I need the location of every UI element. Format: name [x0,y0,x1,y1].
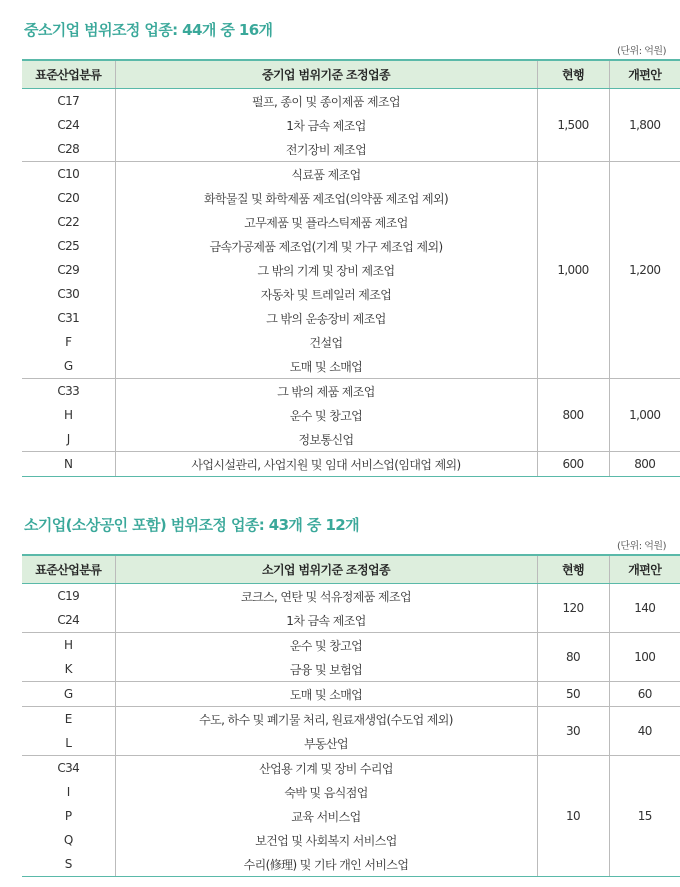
current-threshold: 50 [537,682,609,707]
industry-name: 정보통신업 [115,427,537,452]
table-row [22,682,680,707]
header-industry-code: 표준산업분류 [22,555,115,584]
industry-code: C28 [22,137,115,162]
industry-name: 펄프, 종이 및 종이제품 제조업 [115,89,537,114]
industry-name: 자동차 및 트레일러 제조업 [115,282,537,306]
header-industry-name: 소기업 범위기준 조정업종 [115,555,537,584]
table-row [22,707,680,732]
industry-code: S [22,852,115,877]
industry-code: G [22,354,115,379]
industry-name: 운수 및 창고업 [115,633,537,658]
header-current: 현행 [537,60,609,89]
table-row [22,89,680,114]
industry-name: 그 밖의 운송장비 제조업 [115,306,537,330]
industry-code: C24 [22,608,115,633]
industry-code: C33 [22,379,115,404]
current-threshold: 800 [537,379,609,452]
current-threshold: 1,000 [537,162,609,379]
table-row [22,633,680,658]
industry-code: C22 [22,210,115,234]
industry-code: C17 [22,89,115,114]
industry-name: 교육 서비스업 [115,804,537,828]
industry-name: 도매 및 소매업 [115,354,537,379]
proposed-threshold: 1,800 [609,89,680,162]
table-row [22,379,680,404]
proposed-threshold: 800 [609,452,680,477]
industry-name: 도매 및 소매업 [115,682,537,707]
header-industry-name: 중기업 범위기준 조정업종 [115,60,537,89]
industry-code: G [22,682,115,707]
header-proposed: 개편안 [609,60,680,89]
section1-unit-label: (단위: 억원) [617,46,666,57]
industry-name: 운수 및 창고업 [115,403,537,427]
proposed-threshold: 100 [609,633,680,682]
current-threshold: 30 [537,707,609,756]
table-header-row [22,555,680,584]
industry-name: 산업용 기계 및 장비 수리업 [115,756,537,781]
header-industry-code: 표준산업분류 [22,60,115,89]
industry-name: 그 밖의 제품 제조업 [115,379,537,404]
industry-code: C31 [22,306,115,330]
header-current: 현행 [537,555,609,584]
industry-code: Q [22,828,115,852]
industry-code: C34 [22,756,115,781]
current-threshold: 120 [537,584,609,633]
industry-name: 사업시설관리, 사업지원 및 임대 서비스업(임대업 제외) [115,452,537,477]
industry-code: C20 [22,186,115,210]
section2-unit-label: (단위: 억원) [617,541,666,552]
industry-name: 1차 금속 제조업 [115,608,537,633]
table-row [22,452,680,477]
industry-name: 부동산업 [115,731,537,756]
industry-code: F [22,330,115,354]
proposed-threshold: 1,000 [609,379,680,452]
proposed-threshold: 60 [609,682,680,707]
industry-code: C30 [22,282,115,306]
table-row [22,584,680,609]
current-threshold: 80 [537,633,609,682]
header-proposed: 개편안 [609,555,680,584]
small-enterprise-table [22,554,680,877]
industry-name: 건설업 [115,330,537,354]
industry-name: 금속가공제품 제조업(기계 및 가구 제조업 제외) [115,234,537,258]
industry-code: C25 [22,234,115,258]
industry-code: H [22,633,115,658]
industry-code: L [22,731,115,756]
proposed-threshold: 140 [609,584,680,633]
table-row [22,756,680,781]
proposed-threshold: 1,200 [609,162,680,379]
industry-code: C10 [22,162,115,187]
industry-name: 코크스, 연탄 및 석유정제품 제조업 [115,584,537,609]
proposed-threshold: 15 [609,756,680,877]
medium-enterprise-table [22,59,680,477]
industry-code: P [22,804,115,828]
industry-code: E [22,707,115,732]
industry-name: 금융 및 보험업 [115,657,537,682]
industry-name: 보건업 및 사회복지 서비스업 [115,828,537,852]
table-row [22,162,680,187]
current-threshold: 10 [537,756,609,877]
industry-name: 전기장비 제조업 [115,137,537,162]
industry-name: 화학물질 및 화학제품 제조업(의약품 제조업 제외) [115,186,537,210]
industry-code: C29 [22,258,115,282]
section2-title: 소기업(소상공인 포함) 범위조정 업종: 43개 중 12개 [24,516,360,534]
industry-code: K [22,657,115,682]
industry-code: J [22,427,115,452]
industry-code: C19 [22,584,115,609]
industry-code: I [22,780,115,804]
industry-name: 그 밖의 기계 및 장비 제조업 [115,258,537,282]
section1-title: 중소기업 범위조정 업종: 44개 중 16개 [24,21,273,39]
current-threshold: 600 [537,452,609,477]
industry-name: 수리(修理) 및 기타 개인 서비스업 [115,852,537,877]
industry-code: H [22,403,115,427]
industry-name: 수도, 하수 및 폐기물 처리, 원료재생업(수도업 제외) [115,707,537,732]
industry-name: 식료품 제조업 [115,162,537,187]
current-threshold: 1,500 [537,89,609,162]
table-header-row [22,60,680,89]
industry-name: 숙박 및 음식점업 [115,780,537,804]
industry-code: C24 [22,113,115,137]
industry-code: N [22,452,115,477]
industry-name: 고무제품 및 플라스틱제품 제조업 [115,210,537,234]
proposed-threshold: 40 [609,707,680,756]
industry-name: 1차 금속 제조업 [115,113,537,137]
